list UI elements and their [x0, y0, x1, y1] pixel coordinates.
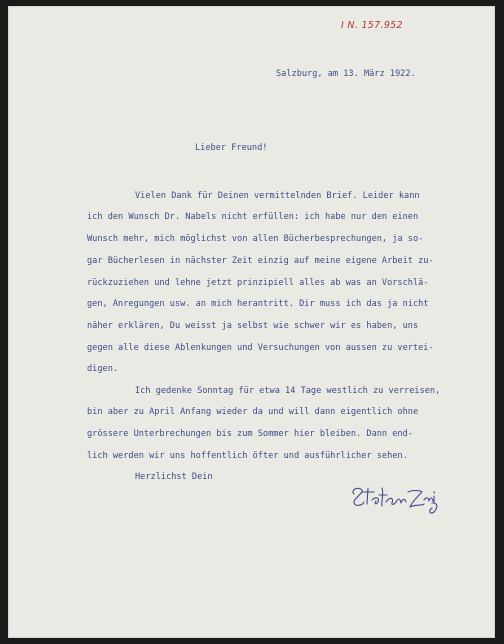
handwritten-signature — [348, 480, 438, 516]
body-line: grössere Unterbrechungen bis zum Sommer hier bleiben. Dann end- — [87, 429, 413, 439]
body-line: gen, Anregungen usw. an mich herantritt. Dir muss ich das ja nicht — [87, 299, 429, 309]
body-line: gar Bücherlesen in nächster Zeit einzig auf meine eigene Arbeit zu- — [87, 256, 434, 266]
letter-page — [8, 6, 495, 638]
body-line: rückzuziehen und lehne jetzt prinzipiell alles ab was an Vorschlä- — [87, 278, 429, 288]
body-line: digen. — [87, 364, 119, 374]
body-line: Vielen Dank für Deinen vermittelnden Brief. Leider kann — [135, 191, 420, 201]
body-line: Ich gedenke Sonntag für etwa 14 Tage westlich zu verreisen, — [135, 386, 441, 396]
body-line: näher erklären, Du weisst ja selbst wie schwer wir es haben, uns — [87, 321, 419, 331]
date-line: Salzburg, am 13. März 1922. — [276, 69, 416, 79]
archive-shelfmark: I N. 157.952 — [341, 20, 403, 31]
closing-line: Herzlichst Dein — [135, 472, 213, 482]
salutation: Lieber Freund! — [195, 143, 268, 153]
body-line: bin aber zu April Anfang wieder da und will dann eigentlich ohne — [87, 407, 419, 417]
body-line: Wunsch mehr, mich möglichst von allen Bücherbesprechungen, ja so- — [87, 234, 424, 244]
body-line: ich den Wunsch Dr. Nabels nicht erfüllen: ich habe nur den einen — [87, 212, 419, 222]
body-line: lich werden wir uns hoffentlich öfter und ausführlicher sehen. — [87, 451, 408, 461]
body-line: gegen alle diese Ablenkungen und Versuchungen von aussen zu vertei- — [87, 343, 434, 353]
